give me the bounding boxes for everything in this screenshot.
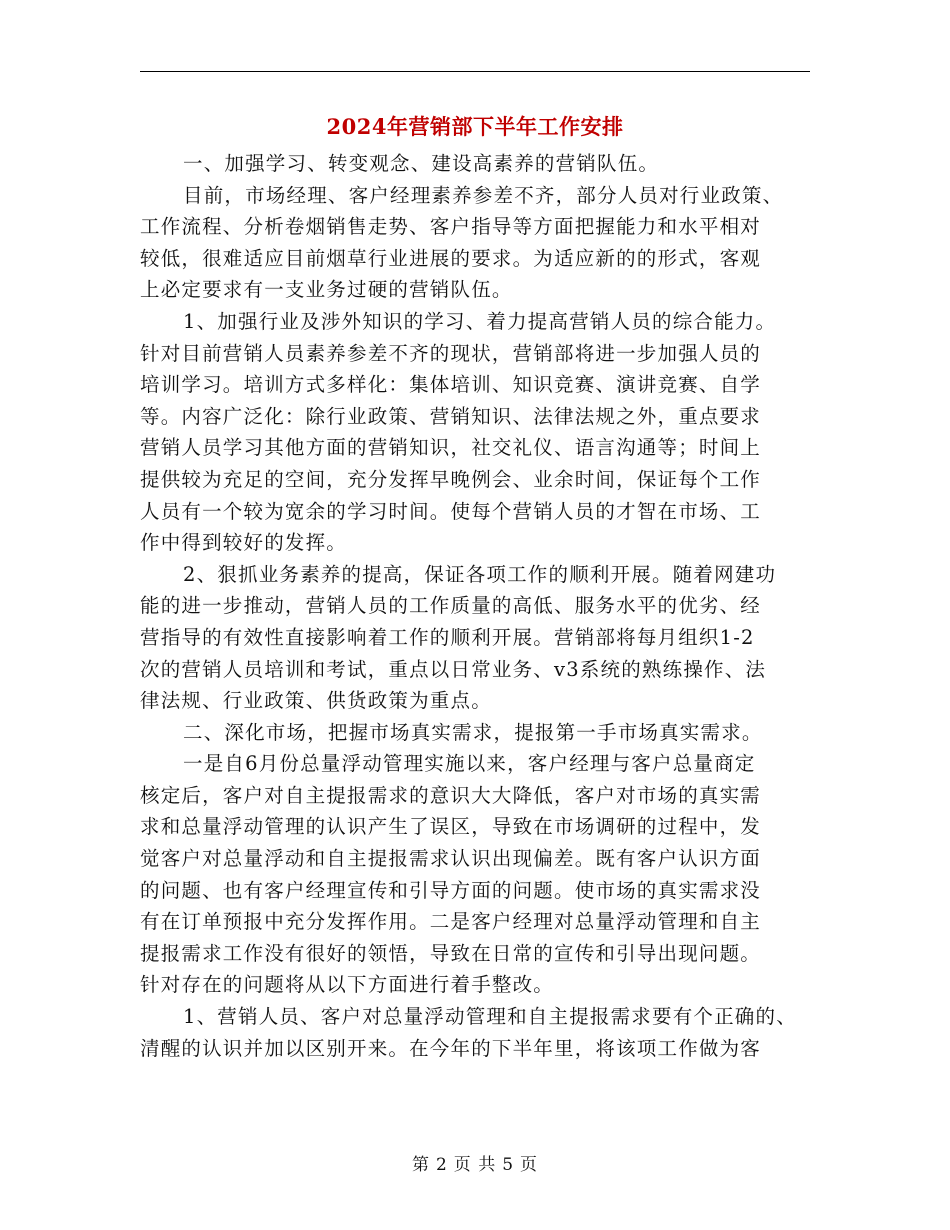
footer-prefix: 第 [411, 1155, 430, 1175]
text-line: 提供较为充足的空间，充分发挥早晚例会、业余时间，保证每个工作 [140, 467, 762, 491]
page-footer [0, 1153, 950, 1177]
text-line: 针对存在的问题将从以下方面进行着手整改。 [140, 973, 555, 997]
footer-middle: 页 共 [453, 1155, 497, 1175]
text-line: 1、营销人员、客户对总量浮动管理和自主提报需求要有个正确的、 [183, 1005, 797, 1029]
text-line: 较低，很难适应目前烟草行业进展的要求。为适应新的的形式，客观 [140, 246, 762, 270]
text-line: 能的进一步推动，营销人员的工作质量的高低、服务水平的优劣、经 [140, 594, 762, 618]
text-line: 核定后，客户对自主提报需求的意识大大降低，客户对市场的真实需 [140, 783, 762, 807]
text-line: 人员有一个较为宽余的学习时间。使每个营销人员的才智在市场、工 [140, 499, 762, 523]
header-rule [140, 71, 810, 72]
text-line: 提报需求工作没有很好的领悟，导致在日常的宣传和引导出现问题。 [140, 941, 762, 965]
text-line: 作中得到较好的发挥。 [140, 531, 348, 555]
text-line: 一是自6月份总量浮动管理实施以来，客户经理与客户总量商定 [183, 752, 756, 776]
text-line: 工作流程、分析卷烟销售走势、客户指导等方面把握能力和水平相对 [140, 215, 762, 239]
text-line: 针对目前营销人员素养参差不齐的现状，营销部将进一步加强人员的 [140, 341, 762, 365]
text-line: 一、加强学习、转变观念、建设高素养的营销队伍。 [183, 152, 660, 175]
text-line: 营销人员学习其他方面的营销知识，社交礼仪、语言沟通等；时间上 [140, 436, 762, 460]
document-body [140, 148, 812, 1064]
text-line: 求和总量浮动管理的认识产生了误区，导致在市场调研的过程中，发 [140, 815, 762, 839]
text-line: 律法规、行业政策、供货政策为重点。 [140, 689, 492, 713]
text-line: 营指导的有效性直接影响着工作的顺利开展。营销部将每月组织1-2 [140, 625, 755, 649]
text-line: 觉客户对总量浮动和自主提报需求认识出现偏差。既有客户认识方面 [140, 847, 762, 871]
text-line: 培训学习。培训方式多样化：集体培训、知识竞赛、演讲竞赛、自学 [140, 373, 762, 397]
text-line: 二、深化市场，把握市场真实需求，提报第一手市场真实需求。 [183, 720, 763, 744]
text-line: 清醒的认识并加以区别开来。在今年的下半年里，将该项工作做为客 [140, 1036, 762, 1060]
footer-page-number: 2 [435, 1155, 448, 1175]
text-line: 有在订单预报中充分发挥作用。二是客户经理对总量浮动管理和自主 [140, 910, 762, 934]
text-line: 目前，市场经理、客户经理素养参差不齐，部分人员对行业政策、 [183, 183, 784, 207]
footer-suffix: 页 [520, 1155, 539, 1175]
text-line: 等。内容广泛化：除行业政策、营销知识、法律法规之外，重点要求 [140, 404, 762, 428]
text-line: 2、狠抓业务素养的提高，保证各项工作的顺利开展。随着网建功 [183, 562, 777, 586]
text-line: 1、加强行业及涉外知识的学习、着力提高营销人员的综合能力。 [183, 309, 777, 333]
document-title: 2024年营销部下半年工作安排 [326, 114, 624, 139]
footer-total-pages: 5 [502, 1155, 515, 1175]
text-line: 上必定要求有一支业务过硬的营销队伍。 [140, 278, 513, 302]
text-line: 的问题、也有客户经理宣传和引导方面的问题。使市场的真实需求没 [140, 878, 762, 902]
text-line: 次的营销人员培训和考试，重点以日常业务、v3系统的熟练操作、法 [140, 657, 767, 681]
